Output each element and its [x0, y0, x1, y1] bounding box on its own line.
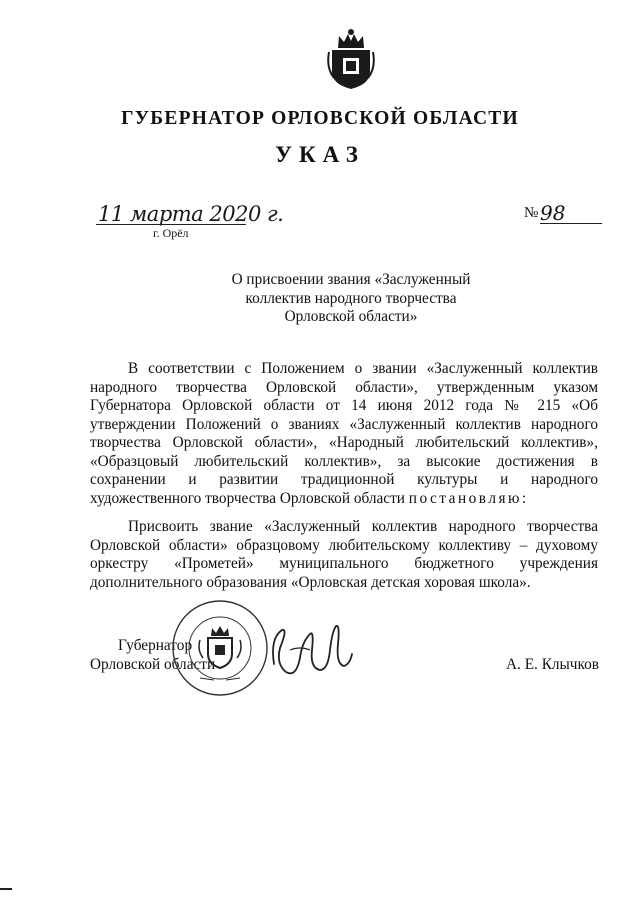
- handwritten-signature-icon: [266, 620, 356, 680]
- date-underline: [96, 224, 246, 225]
- organization-heading: ГУБЕРНАТОР ОРЛОВСКОЙ ОБЛАСТИ: [121, 108, 519, 129]
- document-type-heading: УКАЗ: [275, 142, 365, 167]
- signatory-name: А. Е. Клычков: [506, 656, 600, 673]
- decree-number-label: №: [524, 205, 539, 221]
- subject-line: коллектив народного творчества: [245, 289, 457, 307]
- orel-coat-of-arms-icon: [326, 28, 376, 90]
- preamble-paragraph: [90, 360, 598, 508]
- preamble-end: :: [521, 489, 527, 507]
- subject-line: Орловской области»: [284, 308, 418, 325]
- page-edge-mark: [0, 888, 12, 890]
- decree-subject: [200, 271, 502, 327]
- number-underline: [540, 223, 602, 224]
- subject-line: О присвоении звания «Заслуженный: [231, 271, 471, 288]
- handwritten-decree-number: 98: [540, 201, 566, 225]
- preamble-text: В соответствии с Положением о звании «Заслуженный коллектив народного творчества Орловской области», утвержденным указом Губернатора Орловской области от 14 июня 2012 года № 215 «Об утверждении Положений о званиях «Заслуженный коллектив народного творчества Орловской области», «Народный любительский коллектив», «Образцовый любительский коллектив», за высокие достижения в сохранении и развитии традиционной культуры и народного художественного творчества Орловской области: [90, 360, 598, 507]
- signatory-title-line2: Орловской области: [90, 656, 216, 673]
- official-seal-icon: [170, 598, 270, 698]
- issue-city: г. Орёл: [153, 226, 189, 240]
- signatory-title-line1: Губернатор: [118, 637, 193, 654]
- decree-word: постановляю: [408, 489, 522, 507]
- handwritten-date: 11 марта 2020 г.: [98, 202, 284, 226]
- resolution-paragraph: Присвоить звание «Заслуженный коллектив народного творчества Орловской области» образцовому любительскому коллективу – духовому оркестру «Прометей» муниципального бюджетного учреждения дополнительного образования «Орловская детская хоровая школа».: [90, 518, 598, 591]
